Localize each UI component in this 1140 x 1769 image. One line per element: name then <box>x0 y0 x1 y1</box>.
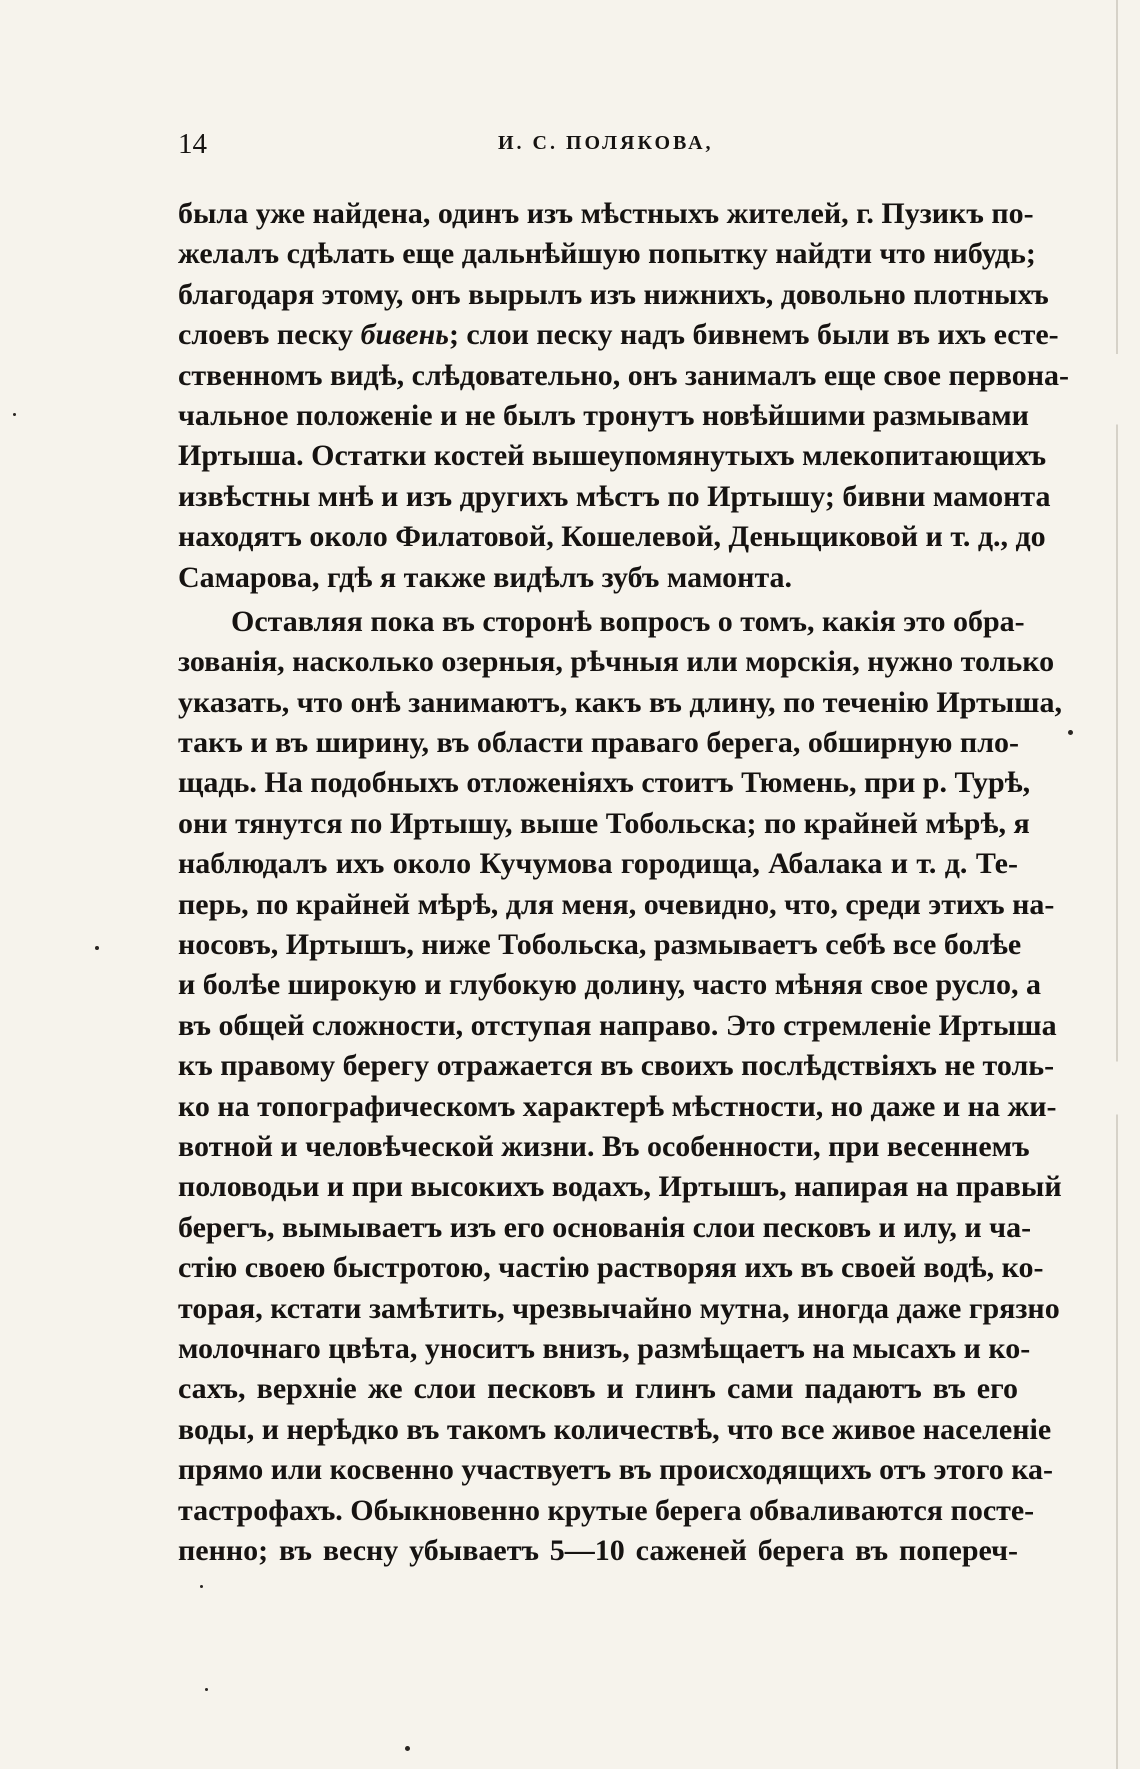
text-line: извѣстны мнѣ и изъ другихъ мѣстъ по Иртышу; бивни мамонта <box>178 479 1051 513</box>
text-line: была уже найдена, одинъ изъ мѣстныхъ жителей, г. Пузикъ по- <box>178 197 1034 230</box>
text-line: Иртыша. Остатки костей вышеупомянутыхъ млекопитающихъ <box>178 439 1047 473</box>
running-head: И. С. ПОЛЯКОВА, <box>498 132 714 154</box>
italic-term: бивень <box>360 318 449 352</box>
text-line: торая, кстати замѣтить, чрезвычайно мутна, иногда даже грязно <box>178 1291 1060 1325</box>
text-line: Самарова, гдѣ я также видѣлъ зубъ мамонта. <box>178 560 793 594</box>
text-line: въ общей сложности, отступая направо. Это стремленіе Иртыша <box>178 1008 1057 1042</box>
text-line: желалъ сдѣлать еще дальнѣйшую попытку найдти что нибудь; <box>178 237 1036 271</box>
paragraph-1 <box>178 194 1070 598</box>
body-text <box>178 194 1070 1571</box>
text-line: зованія, насколько озерныя, рѣчныя или морскія, нужно только <box>178 645 1055 679</box>
ink-speck <box>205 1688 208 1691</box>
text-line: половодьи и при высокихъ водахъ, Иртышъ, напирая на правый <box>178 1170 1062 1204</box>
text-line: наблюдалъ ихъ около Кучумова городища, Абалака и т. д. Те- <box>178 847 1018 881</box>
text-line: вотной и человѣческой жизни. Въ особенности, при весеннемъ <box>178 1129 1030 1163</box>
text-line: носовъ, Иртышъ, ниже Тобольска, размываетъ себѣ все болѣе <box>178 928 1022 962</box>
ink-speck <box>95 946 99 950</box>
text-line: стію своею быстротою, частію растворяя ихъ въ своей водѣ, ко- <box>178 1251 1044 1285</box>
text-line: ственномъ видѣ, слѣдовательно, онъ занималъ еще свое первона- <box>178 358 1070 392</box>
ink-speck <box>13 413 16 416</box>
text-line: и болѣе широкую и глубокую долину, часто мѣняя свое русло, а <box>178 968 1042 1002</box>
text-line: прямо или косвенно участвуетъ въ происходящихъ отъ этого ка- <box>178 1453 1054 1487</box>
ink-speck <box>200 1585 203 1588</box>
text-line: Оставляя пока въ сторонѣ вопросъ о томъ, какія это обра- <box>231 604 1025 638</box>
text-line: къ правому берегу отражается въ своихъ послѣдствіяхъ не толь- <box>178 1049 1055 1083</box>
text-line <box>178 315 1059 355</box>
text-line: тастрофахъ. Обыкновенно крутые берега обваливаются посте- <box>178 1493 1035 1527</box>
text-line: они тянутся по Иртышу, выше Тобольска; по крайней мѣрѣ, я <box>178 806 1030 840</box>
text-line: перь, по крайней мѣрѣ, для меня, очевидно, что, среди этихъ на- <box>178 887 1055 921</box>
text-span: слоевъ песку <box>178 318 354 352</box>
ink-speck <box>405 1746 410 1751</box>
text-line: находятъ около Филатовой, Кошелевой, Деньщиковой и т. д., до <box>178 520 1046 554</box>
paragraph-2 <box>178 602 1062 1571</box>
text-line: сахъ, верхніе же слои песковъ и глинъ сами падаютъ въ его <box>178 1372 1018 1406</box>
text-line: пенно; въ весну убываетъ 5—10 саженей берега въ попереч- <box>178 1533 1018 1567</box>
page-number: 14 <box>178 128 207 160</box>
page-header <box>178 128 990 168</box>
text-line: благодаря этому, онъ вырылъ изъ нижнихъ, довольно плотныхъ <box>178 277 1049 311</box>
text-line: воды, и нерѣдко въ такомъ количествѣ, что все живое населеніе <box>178 1412 1052 1446</box>
ink-speck <box>1068 730 1073 735</box>
text-line: молочнаго цвѣта, уноситъ внизъ, размѣщаетъ на мысахъ и ко- <box>178 1331 1031 1365</box>
text-line: такъ и въ ширину, въ области праваго берега, обширную пло- <box>178 726 1020 760</box>
text-span: ; слои песку надъ бивнемъ были въ ихъ есте- <box>448 318 1059 352</box>
text-line: берегъ, вымываетъ изъ его основанія слои песковъ и илу, и ча- <box>178 1210 1032 1244</box>
text-line: щадь. На подобныхъ отложеніяхъ стоитъ Тюмень, при р. Турѣ, <box>178 766 1031 800</box>
text-line: ко на топографическомъ характерѣ мѣстности, но даже и на жи- <box>178 1089 1057 1123</box>
page-edge-shadow <box>1116 0 1118 1769</box>
text-line: чальное положеніе и не былъ тронутъ новѣйшими размывами <box>178 398 1029 432</box>
text-line: указать, что онѣ занимаютъ, какъ въ длину, по теченію Иртыша, <box>178 685 1062 719</box>
